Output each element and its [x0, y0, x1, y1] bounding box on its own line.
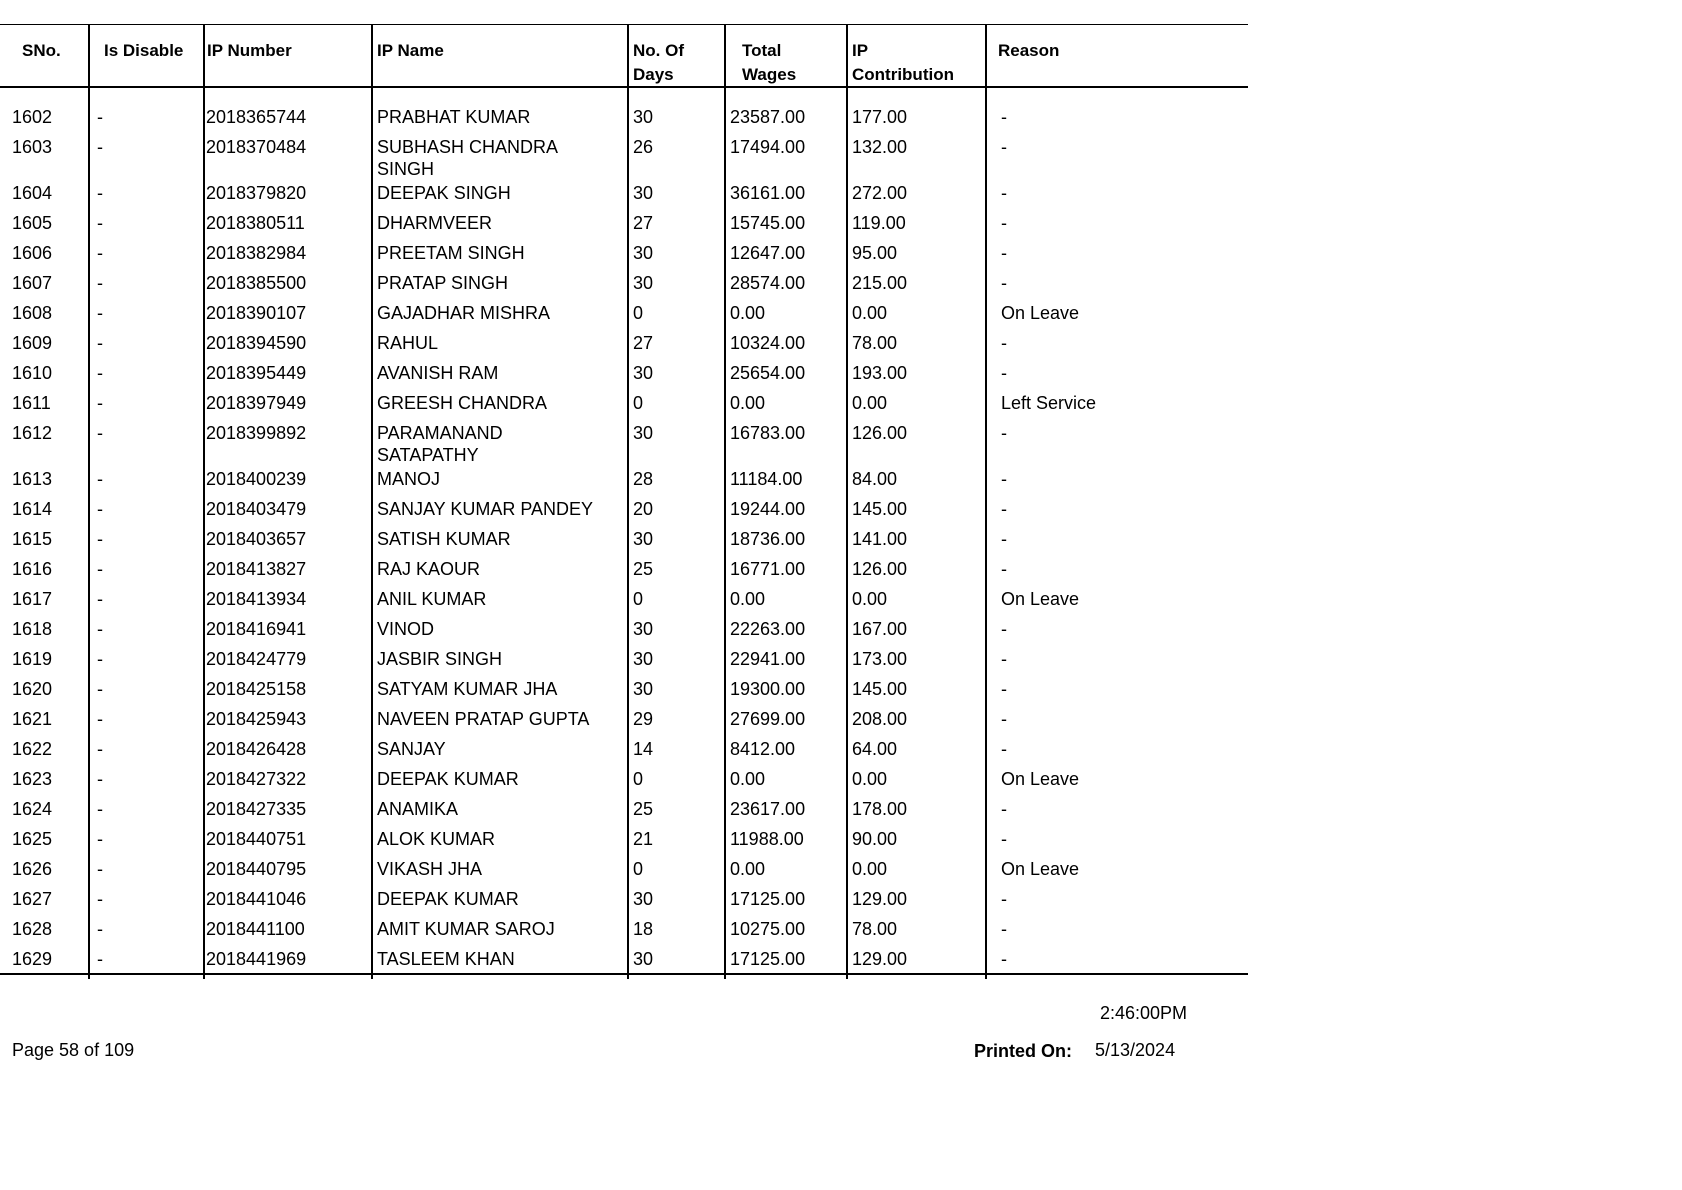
cell-is-disable: -: [97, 303, 103, 323]
cell-ip-name: DEEPAK KUMAR: [377, 889, 519, 909]
cell-sno: 1618: [12, 619, 53, 639]
cell-reason: -: [1001, 679, 1007, 699]
cell-reason: -: [1001, 333, 1007, 353]
cell-ip-name: VIKASH JHA: [377, 859, 483, 879]
cell-ip-number: 2018425943: [206, 709, 307, 729]
cell-total-wages: 22941.00: [730, 649, 806, 669]
cell-reason: -: [1001, 107, 1007, 127]
cell-ip-name: AVANISH RAM: [377, 363, 499, 383]
printed-time: 2:46:00PM: [1100, 1003, 1188, 1023]
cell-sno: 1616: [12, 559, 53, 579]
cell-ip-name: DHARMVEER: [377, 213, 493, 233]
cell-ip-number: 2018379820: [206, 183, 307, 203]
table-row: [0, 765, 1248, 795]
cell-is-disable: -: [97, 107, 103, 127]
cell-total-wages: 28574.00: [730, 273, 806, 293]
cell-total-wages: 17125.00: [730, 889, 806, 909]
cell-is-disable: -: [97, 183, 103, 203]
cell-ip-number: 2018427322: [206, 769, 307, 789]
cell-reason: -: [1001, 709, 1007, 729]
cell-ip-number: 2018382984: [206, 243, 307, 263]
cell-total-wages: 25654.00: [730, 363, 806, 383]
cell-ip-number: 2018413934: [206, 589, 307, 609]
cell-sno: 1619: [12, 649, 53, 669]
cell-ip-number: 2018427335: [206, 799, 307, 819]
cell-reason: -: [1001, 423, 1007, 443]
cell-ip-contribution: 129.00: [852, 949, 908, 969]
cell-total-wages: 15745.00: [730, 213, 806, 233]
cell-no-of-days: 30: [633, 619, 654, 639]
cell-sno: 1603: [12, 137, 53, 157]
cell-reason: On Leave: [1001, 769, 1080, 789]
cell-sno: 1629: [12, 949, 53, 969]
cell-sno: 1620: [12, 679, 53, 699]
cell-total-wages: 16771.00: [730, 559, 806, 579]
cell-is-disable: -: [97, 709, 103, 729]
cell-no-of-days: 0: [633, 589, 644, 609]
cell-total-wages: 17125.00: [730, 949, 806, 969]
cell-is-disable: -: [97, 499, 103, 519]
cell-sno: 1626: [12, 859, 53, 879]
page-number: Page 58 of 109: [12, 1040, 135, 1060]
cell-reason: -: [1001, 559, 1007, 579]
cell-is-disable: -: [97, 769, 103, 789]
table-row: [0, 525, 1248, 555]
cell-sno: 1614: [12, 499, 53, 519]
cell-is-disable: -: [97, 739, 103, 759]
cell-ip-number: 2018441969: [206, 949, 307, 969]
cell-ip-contribution: 119.00: [852, 213, 906, 233]
cell-sno: 1602: [12, 107, 53, 127]
cell-ip-name: ANAMIKA: [377, 799, 459, 819]
cell-ip-contribution: 145.00: [852, 499, 908, 519]
cell-sno: 1625: [12, 829, 53, 849]
cell-no-of-days: 25: [633, 559, 654, 579]
cell-is-disable: -: [97, 559, 103, 579]
cell-ip-number: 2018416941: [206, 619, 307, 639]
cell-ip-name: GREESH CHANDRA: [377, 393, 548, 413]
cell-total-wages: 10275.00: [730, 919, 806, 939]
table-row: [0, 555, 1248, 585]
cell-sno: 1604: [12, 183, 53, 203]
cell-ip-number: 2018413827: [206, 559, 307, 579]
cell-total-wages: 0.00: [730, 769, 766, 789]
table-row: [0, 299, 1248, 329]
header-total-wages: [742, 39, 796, 87]
cell-is-disable: -: [97, 333, 103, 353]
cell-ip-contribution: 145.00: [852, 679, 908, 699]
cell-no-of-days: 27: [633, 213, 654, 233]
header-is-disable: Is Disable: [104, 41, 184, 60]
cell-sno: 1627: [12, 889, 53, 909]
cell-ip-contribution: 126.00: [852, 423, 908, 443]
cell-reason: -: [1001, 619, 1007, 639]
header-sno: SNo.: [22, 41, 61, 60]
cell-ip-contribution: 141.00: [852, 529, 908, 549]
cell-ip-name: PARAMANAND SATAPATHY: [377, 423, 503, 465]
cell-reason: -: [1001, 529, 1007, 549]
cell-reason: -: [1001, 889, 1007, 909]
cell-is-disable: -: [97, 529, 103, 549]
cell-ip-contribution: 78.00: [852, 333, 898, 353]
cell-ip-name: ALOK KUMAR: [377, 829, 496, 849]
cell-is-disable: -: [97, 243, 103, 263]
cell-total-wages: 23617.00: [730, 799, 806, 819]
cell-total-wages: 0.00: [730, 393, 766, 413]
table-row: [0, 675, 1248, 705]
cell-total-wages: 0.00: [730, 589, 766, 609]
cell-total-wages: 18736.00: [730, 529, 806, 549]
table-row: [0, 419, 1248, 465]
cell-reason: -: [1001, 649, 1007, 669]
cell-reason: On Leave: [1001, 589, 1080, 609]
cell-sno: 1617: [12, 589, 53, 609]
cell-is-disable: -: [97, 679, 103, 699]
cell-no-of-days: 30: [633, 423, 654, 443]
cell-total-wages: 36161.00: [730, 183, 806, 203]
cell-no-of-days: 14: [633, 739, 654, 759]
table-row: [0, 885, 1248, 915]
table-row: [0, 209, 1248, 239]
cell-total-wages: 16783.00: [730, 423, 806, 443]
cell-sno: 1607: [12, 273, 53, 293]
cell-no-of-days: 30: [633, 889, 654, 909]
cell-no-of-days: 30: [633, 273, 654, 293]
table-row: [0, 495, 1248, 525]
printed-on-date: 5/13/2024: [1095, 1040, 1176, 1060]
cell-sno: 1628: [12, 919, 53, 939]
header-ip-contribution-line2: Contribution: [852, 65, 954, 84]
cell-ip-contribution: 64.00: [852, 739, 898, 759]
cell-ip-number: 2018424779: [206, 649, 307, 669]
cell-ip-name: AMIT KUMAR SAROJ: [377, 919, 555, 939]
cell-ip-number: 2018441100: [206, 919, 305, 939]
header-total-wages-line2: Wages: [742, 65, 797, 84]
cell-ip-contribution: 0.00: [852, 859, 888, 879]
cell-ip-name: JASBIR SINGH: [377, 649, 503, 669]
table-row: [0, 103, 1248, 133]
cell-ip-name: DEEPAK KUMAR: [377, 769, 519, 789]
cell-is-disable: -: [97, 589, 103, 609]
cell-ip-name: RAHUL: [377, 333, 439, 353]
table-row: [0, 825, 1248, 855]
cell-sno: 1610: [12, 363, 53, 383]
table-row: [0, 945, 1248, 975]
cell-ip-number: 2018426428: [206, 739, 307, 759]
cell-ip-contribution: 0.00: [852, 589, 888, 609]
header-no-of-days: [633, 39, 684, 87]
cell-reason: -: [1001, 273, 1007, 293]
table-row: [0, 269, 1248, 299]
cell-is-disable: -: [97, 393, 103, 413]
table-row: [0, 795, 1248, 825]
cell-is-disable: -: [97, 889, 103, 909]
cell-ip-name: SUBHASH CHANDRA SINGH: [377, 137, 558, 179]
cell-total-wages: 10324.00: [730, 333, 806, 353]
cell-total-wages: 19300.00: [730, 679, 806, 699]
cell-reason: On Leave: [1001, 859, 1080, 879]
cell-total-wages: 11184.00: [730, 469, 803, 489]
cell-is-disable: -: [97, 469, 103, 489]
table-row: [0, 179, 1248, 209]
cell-ip-number: 2018425158: [206, 679, 307, 699]
cell-ip-number: 2018370484: [206, 137, 307, 157]
cell-ip-contribution: 178.00: [852, 799, 908, 819]
header-bottom-rule: [0, 86, 1248, 88]
cell-reason: -: [1001, 799, 1007, 819]
cell-no-of-days: 30: [633, 949, 654, 969]
cell-sno: 1624: [12, 799, 53, 819]
table-row: [0, 705, 1248, 735]
table-row: [0, 915, 1248, 945]
cell-sno: 1623: [12, 769, 53, 789]
cell-is-disable: -: [97, 859, 103, 879]
cell-is-disable: -: [97, 799, 103, 819]
cell-total-wages: 0.00: [730, 859, 766, 879]
table-row: [0, 133, 1248, 179]
header-ip-name: IP Name: [377, 41, 444, 60]
cell-ip-name: SATISH KUMAR: [377, 529, 511, 549]
cell-no-of-days: 30: [633, 679, 654, 699]
cell-reason: -: [1001, 469, 1007, 489]
cell-no-of-days: 30: [633, 363, 654, 383]
header-reason: Reason: [998, 41, 1060, 60]
cell-is-disable: -: [97, 619, 103, 639]
cell-total-wages: 17494.00: [730, 137, 806, 157]
table-row: [0, 615, 1248, 645]
cell-no-of-days: 30: [633, 183, 654, 203]
cell-ip-name: SANJAY: [377, 739, 446, 759]
cell-is-disable: -: [97, 649, 103, 669]
header-no-of-days-line1: No. Of: [633, 41, 684, 60]
cell-ip-contribution: 95.00: [852, 243, 898, 263]
cell-ip-name: PRABHAT KUMAR: [377, 107, 531, 127]
cell-is-disable: -: [97, 213, 103, 233]
cell-sno: 1621: [12, 709, 53, 729]
cell-ip-name: ANIL KUMAR: [377, 589, 487, 609]
cell-reason: -: [1001, 183, 1007, 203]
table-row: [0, 359, 1248, 389]
cell-no-of-days: 27: [633, 333, 654, 353]
cell-reason: Left Service: [1001, 393, 1097, 413]
cell-sno: 1622: [12, 739, 53, 759]
cell-ip-number: 2018365744: [206, 107, 307, 127]
cell-ip-contribution: 167.00: [852, 619, 908, 639]
cell-ip-number: 2018440751: [206, 829, 307, 849]
cell-total-wages: 12647.00: [730, 243, 806, 263]
cell-sno: 1611: [12, 393, 51, 413]
cell-no-of-days: 30: [633, 529, 654, 549]
cell-sno: 1613: [12, 469, 53, 489]
cell-is-disable: -: [97, 423, 103, 443]
cell-is-disable: -: [97, 829, 103, 849]
cell-ip-contribution: 272.00: [852, 183, 908, 203]
cell-no-of-days: 30: [633, 243, 654, 263]
cell-ip-contribution: 173.00: [852, 649, 908, 669]
cell-no-of-days: 0: [633, 393, 644, 413]
header-ip-contribution-line1: IP: [852, 41, 869, 60]
cell-ip-number: 2018399892: [206, 423, 307, 443]
table-body: [0, 103, 1248, 975]
cell-reason: -: [1001, 213, 1007, 233]
printed-on-label: Printed On:: [974, 1041, 1072, 1061]
cell-sno: 1608: [12, 303, 53, 323]
cell-reason: -: [1001, 919, 1007, 939]
cell-ip-number: 2018441046: [206, 889, 307, 909]
cell-no-of-days: 30: [633, 107, 654, 127]
cell-ip-name: SANJAY KUMAR PANDEY: [377, 499, 594, 519]
cell-no-of-days: 21: [633, 829, 654, 849]
cell-sno: 1605: [12, 213, 53, 233]
cell-ip-name: PRATAP SINGH: [377, 273, 509, 293]
cell-no-of-days: 0: [633, 859, 644, 879]
cell-no-of-days: 25: [633, 799, 654, 819]
cell-sno: 1606: [12, 243, 53, 263]
cell-ip-contribution: 129.00: [852, 889, 908, 909]
cell-ip-number: 2018385500: [206, 273, 307, 293]
cell-no-of-days: 0: [633, 769, 644, 789]
cell-total-wages: 8412.00: [730, 739, 796, 759]
cell-is-disable: -: [97, 949, 103, 969]
cell-ip-number: 2018380511: [206, 213, 305, 233]
cell-sno: 1612: [12, 423, 53, 443]
cell-ip-number: 2018403657: [206, 529, 307, 549]
header-ip-contribution: [852, 39, 954, 87]
cell-total-wages: 27699.00: [730, 709, 806, 729]
cell-total-wages: 23587.00: [730, 107, 806, 127]
cell-total-wages: 11988.00: [730, 829, 804, 849]
table-row: [0, 585, 1248, 615]
cell-ip-name: MANOJ: [377, 469, 440, 489]
table-row: [0, 389, 1248, 419]
cell-ip-number: 2018397949: [206, 393, 307, 413]
cell-is-disable: -: [97, 137, 103, 157]
cell-no-of-days: 29: [633, 709, 654, 729]
cell-ip-contribution: 90.00: [852, 829, 898, 849]
cell-ip-number: 2018440795: [206, 859, 307, 879]
table-row: [0, 329, 1248, 359]
cell-total-wages: 0.00: [730, 303, 766, 323]
cell-ip-name: SATYAM KUMAR JHA: [377, 679, 558, 699]
cell-ip-contribution: 0.00: [852, 303, 888, 323]
cell-ip-contribution: 215.00: [852, 273, 908, 293]
cell-ip-contribution: 208.00: [852, 709, 908, 729]
cell-ip-name: VINOD: [377, 619, 435, 639]
cell-is-disable: -: [97, 273, 103, 293]
cell-no-of-days: 28: [633, 469, 654, 489]
cell-ip-number: 2018400239: [206, 469, 307, 489]
cell-ip-name: TASLEEM KHAN: [377, 949, 515, 969]
cell-total-wages: 22263.00: [730, 619, 806, 639]
cell-ip-name: PREETAM SINGH: [377, 243, 525, 263]
header-ip-number: IP Number: [207, 41, 292, 60]
cell-reason: -: [1001, 739, 1007, 759]
cell-no-of-days: 18: [633, 919, 654, 939]
header-no-of-days-line2: Days: [633, 65, 674, 84]
cell-ip-contribution: 193.00: [852, 363, 908, 383]
cell-ip-number: 2018395449: [206, 363, 307, 383]
cell-is-disable: -: [97, 919, 103, 939]
cell-sno: 1609: [12, 333, 53, 353]
cell-reason: -: [1001, 499, 1007, 519]
cell-ip-number: 2018403479: [206, 499, 307, 519]
cell-ip-contribution: 0.00: [852, 769, 888, 789]
cell-ip-name: RAJ KAOUR: [377, 559, 481, 579]
cell-total-wages: 19244.00: [730, 499, 806, 519]
cell-reason: On Leave: [1001, 303, 1080, 323]
cell-reason: -: [1001, 243, 1007, 263]
cell-no-of-days: 30: [633, 649, 654, 669]
table-row: [0, 645, 1248, 675]
table-row: [0, 239, 1248, 269]
header-total-wages-line1: Total: [742, 41, 782, 60]
cell-reason: -: [1001, 137, 1007, 157]
cell-ip-contribution: 126.00: [852, 559, 908, 579]
cell-no-of-days: 0: [633, 303, 644, 323]
table-row: [0, 735, 1248, 765]
cell-ip-name: NAVEEN PRATAP GUPTA: [377, 709, 590, 729]
cell-reason: -: [1001, 949, 1007, 969]
cell-ip-name: GAJADHAR MISHRA: [377, 303, 551, 323]
cell-ip-number: 2018394590: [206, 333, 307, 353]
cell-ip-contribution: 78.00: [852, 919, 898, 939]
table-row: [0, 855, 1248, 885]
cell-ip-contribution: 177.00: [852, 107, 908, 127]
table-row: [0, 465, 1248, 495]
cell-ip-contribution: 0.00: [852, 393, 888, 413]
cell-ip-contribution: 132.00: [852, 137, 908, 157]
cell-is-disable: -: [97, 363, 103, 383]
cell-ip-contribution: 84.00: [852, 469, 898, 489]
cell-ip-name: DEEPAK SINGH: [377, 183, 511, 203]
cell-reason: -: [1001, 363, 1007, 383]
cell-no-of-days: 20: [633, 499, 654, 519]
cell-no-of-days: 26: [633, 137, 654, 157]
cell-reason: -: [1001, 829, 1007, 849]
table-top-rule: [0, 24, 1248, 25]
cell-ip-number: 2018390107: [206, 303, 307, 323]
cell-sno: 1615: [12, 529, 53, 549]
